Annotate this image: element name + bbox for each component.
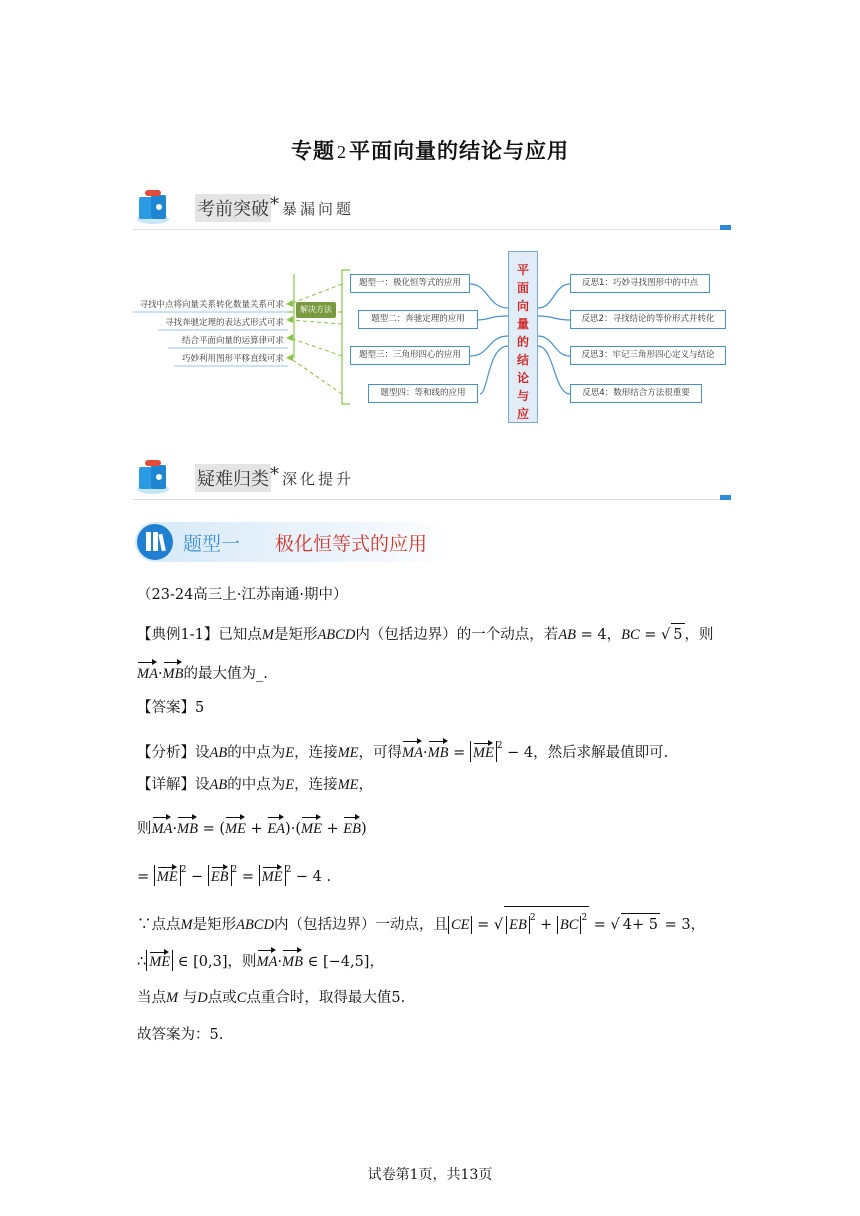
var: AB — [558, 627, 577, 643]
text: 是矩形 — [273, 627, 318, 643]
vector: ME — [225, 815, 246, 840]
section-subtitle: 暴漏问题 — [282, 200, 355, 218]
detail-line-6 — [137, 987, 405, 1009]
books-icon — [133, 458, 173, 496]
text: 内（包括边界）的一个动点，若 — [355, 627, 559, 643]
var: ME — [337, 745, 359, 761]
text: ∴ — [137, 954, 147, 970]
text: 当点 — [137, 990, 166, 1006]
text: · — [157, 666, 163, 682]
books-icon — [133, 188, 173, 226]
var: ABCD — [317, 627, 356, 643]
text: ， — [358, 777, 374, 793]
topic-box-1: 题型一：极化恒等式的应用 — [350, 274, 470, 293]
section-title: 考前突破 — [195, 194, 271, 222]
answer-line — [137, 697, 204, 719]
section-subtitle: 深化提升 — [282, 470, 355, 488]
sqrt-expr: EB $^2$ + BC $^2$ — [504, 906, 589, 936]
abs-value: EB — [506, 916, 530, 934]
var: BC — [621, 627, 640, 643]
section-star: * — [270, 464, 282, 485]
text: · — [277, 954, 283, 970]
text: 内（包括边界）一动点，且 — [273, 917, 448, 933]
text: [0,3] — [193, 954, 228, 970]
problem-tag: 【典例1-1】 — [137, 627, 219, 643]
text: · — [172, 821, 178, 837]
final-answer-line: 故答案为：5. — [137, 1027, 224, 1043]
superscript: 2 — [529, 913, 536, 923]
abs-value: BC — [557, 916, 582, 934]
sqrt-arg: 4+ 5 — [621, 913, 660, 936]
problem-line-2 — [137, 660, 268, 685]
text: 点重合时，取得最大值5. — [246, 990, 406, 1006]
text: − 4 . — [291, 869, 332, 885]
detail-line-1 — [137, 774, 373, 796]
text: ， — [369, 954, 384, 970]
text: ∈ — [173, 954, 194, 970]
section-star: * — [270, 194, 282, 215]
vector: MA — [402, 739, 423, 764]
text: 的中点为 — [227, 777, 286, 793]
center-char: 应 — [516, 407, 529, 421]
text: ，然后求解最值即可. — [533, 745, 669, 761]
vector: MB — [177, 815, 198, 840]
vector: MB — [282, 948, 303, 973]
section-rule-end — [720, 495, 731, 500]
center-char: 与 — [516, 389, 529, 403]
answer-tag: 【答案】 — [137, 700, 195, 716]
section-rule — [133, 229, 731, 230]
center-char: 平 — [516, 263, 529, 277]
method-badge: 解决方法 — [296, 302, 336, 318]
reflection-box-2: 反思2：寻找结论的等价形式并转化 — [570, 310, 726, 329]
var: ME — [337, 777, 359, 793]
abs-value — [154, 865, 181, 886]
mind-map — [128, 246, 732, 430]
topic-name: 极化恒等式的应用 — [275, 533, 428, 555]
analysis-line — [137, 735, 668, 764]
abs-value — [259, 865, 286, 886]
center-char: 向 — [516, 299, 529, 313]
reflection-box-3: 反思3：牢记三角形四心定义与结论 — [570, 346, 726, 365]
text: 的中点为 — [227, 745, 286, 761]
vector: MB — [428, 739, 449, 764]
vector: ME — [157, 865, 178, 886]
center-char: 的 — [516, 335, 529, 349]
vector: MA — [257, 948, 278, 973]
topic-box-2: 题型二：奔驰定理的应用 — [358, 310, 478, 329]
superscript: 2 — [180, 865, 187, 875]
section-rule — [133, 499, 731, 500]
reflection-box-4: 反思4：数形结合方法很重要 — [570, 384, 702, 403]
reflection-box-1: 反思1：巧妙寻找图形中的中点 — [570, 274, 710, 293]
text: 点或 — [207, 990, 237, 1006]
text: 已知点 — [218, 627, 262, 643]
center-char: 量 — [516, 317, 529, 331]
topic-banner — [133, 518, 453, 566]
vector: MA — [137, 660, 158, 685]
superscript: 2 — [285, 865, 292, 875]
superscript: 2 — [496, 741, 503, 751]
detail-line-3: = ME $^2$ − EB $^2$ = ME $^2$ − 4 . — [137, 865, 332, 885]
var: M — [180, 917, 193, 933]
text: 则 — [137, 821, 152, 837]
text: ，连接 — [294, 777, 338, 793]
abs-value — [208, 865, 232, 886]
var: M — [261, 627, 274, 643]
abs-value — [146, 950, 173, 971]
analysis-tag: 【分析】 — [137, 745, 195, 761]
text: 设 — [195, 777, 210, 793]
center-char: 论 — [516, 371, 529, 385]
center-char: 结 — [516, 353, 529, 367]
text: ，连接 — [294, 745, 338, 761]
detail-tag: 【详解】 — [137, 777, 195, 793]
text: ，可得 — [358, 745, 403, 761]
var: E — [285, 745, 295, 761]
page-title — [0, 135, 860, 165]
var: M — [166, 990, 179, 1006]
text: ，则 — [227, 954, 257, 970]
text: [−4,5] — [322, 954, 370, 970]
answer-value: 5 — [195, 700, 205, 716]
detail-line-4: ∵点点M是矩形ABCD内（包括边界）一动点，且 CE = √ EB $^2$ + BC $^2$ = √ 4+ 5 = 3， — [137, 906, 705, 936]
detail-line-5 — [137, 948, 384, 973]
text: ， — [690, 917, 706, 933]
method-label-2: 寻找奔驰定理的表达式形式可求 — [164, 318, 284, 328]
section-banner-difficulty — [133, 456, 731, 500]
text: = 4 — [576, 627, 607, 643]
problem-source: （23-24高三上·江苏南通·期中） — [137, 587, 348, 603]
vector: ME — [473, 741, 494, 762]
method-label-4: 巧妙利用图形平移直线可求 — [181, 354, 284, 364]
section-title: 疑难归类 — [195, 464, 271, 492]
text: ，则 — [684, 627, 714, 643]
text: ∈ — [302, 954, 323, 970]
section-banner-exam-breakthrough — [133, 186, 731, 230]
text: = — [639, 627, 662, 643]
text: = — [448, 745, 470, 761]
text: · — [422, 745, 428, 761]
vector: EB — [211, 865, 229, 886]
text: − 4 — [502, 745, 534, 761]
var: AB — [209, 745, 228, 761]
page-footer: 试卷第1页，共13页 — [367, 1167, 493, 1183]
method-label-3: 结合平面向量的运算律可求 — [181, 336, 284, 346]
text: 是矩形 — [192, 917, 237, 933]
detail-line-2: 则MA·MB = (ME + EA)·(ME + EB) — [137, 815, 367, 840]
text: 的最大值为_. — [183, 666, 268, 682]
vector: EB — [343, 815, 361, 840]
mind-map-center — [508, 251, 538, 423]
text: 设 — [195, 745, 210, 761]
vector: EA — [267, 815, 285, 840]
sqrt-arg: 5 — [671, 623, 684, 646]
vector: MA — [152, 815, 173, 840]
vector: MB — [163, 660, 184, 685]
abs-value — [470, 741, 497, 762]
method-label-1: 寻找中点将向量关系转化数量关系可求 — [139, 300, 284, 310]
vector: ME — [301, 815, 322, 840]
title-num: 2 — [337, 142, 347, 162]
text: 与 — [182, 990, 198, 1006]
vector: ME — [149, 950, 170, 971]
abs-value: CE — [448, 916, 473, 934]
var: AB — [209, 777, 228, 793]
text: = 3 — [660, 917, 691, 933]
title-prefix: 专题 — [291, 139, 335, 163]
title-main: 平面向量的结论与应用 — [349, 139, 569, 163]
text: ， — [606, 627, 622, 643]
vector: ME — [262, 865, 283, 886]
topic-label: 题型一 — [183, 533, 241, 555]
text: ∵点点 — [137, 917, 181, 933]
problem-line-1: 【典例1-1】已知点M是矩形ABCD内（包括边界）的一个动点，若AB = 4，BC = √ 5 ，则 — [137, 623, 714, 646]
topic-box-4: 题型四：等和线的应用 — [368, 384, 478, 403]
var: D — [197, 990, 208, 1006]
var: ABCD — [236, 917, 274, 933]
superscript: 2 — [231, 865, 238, 875]
section-rule-end — [720, 225, 731, 230]
topic-box-3: 题型三：三角形四心的应用 — [350, 346, 470, 365]
superscript: 2 — [581, 913, 588, 923]
var: E — [285, 777, 295, 793]
center-char: 面 — [516, 281, 529, 295]
var: C — [236, 990, 247, 1006]
